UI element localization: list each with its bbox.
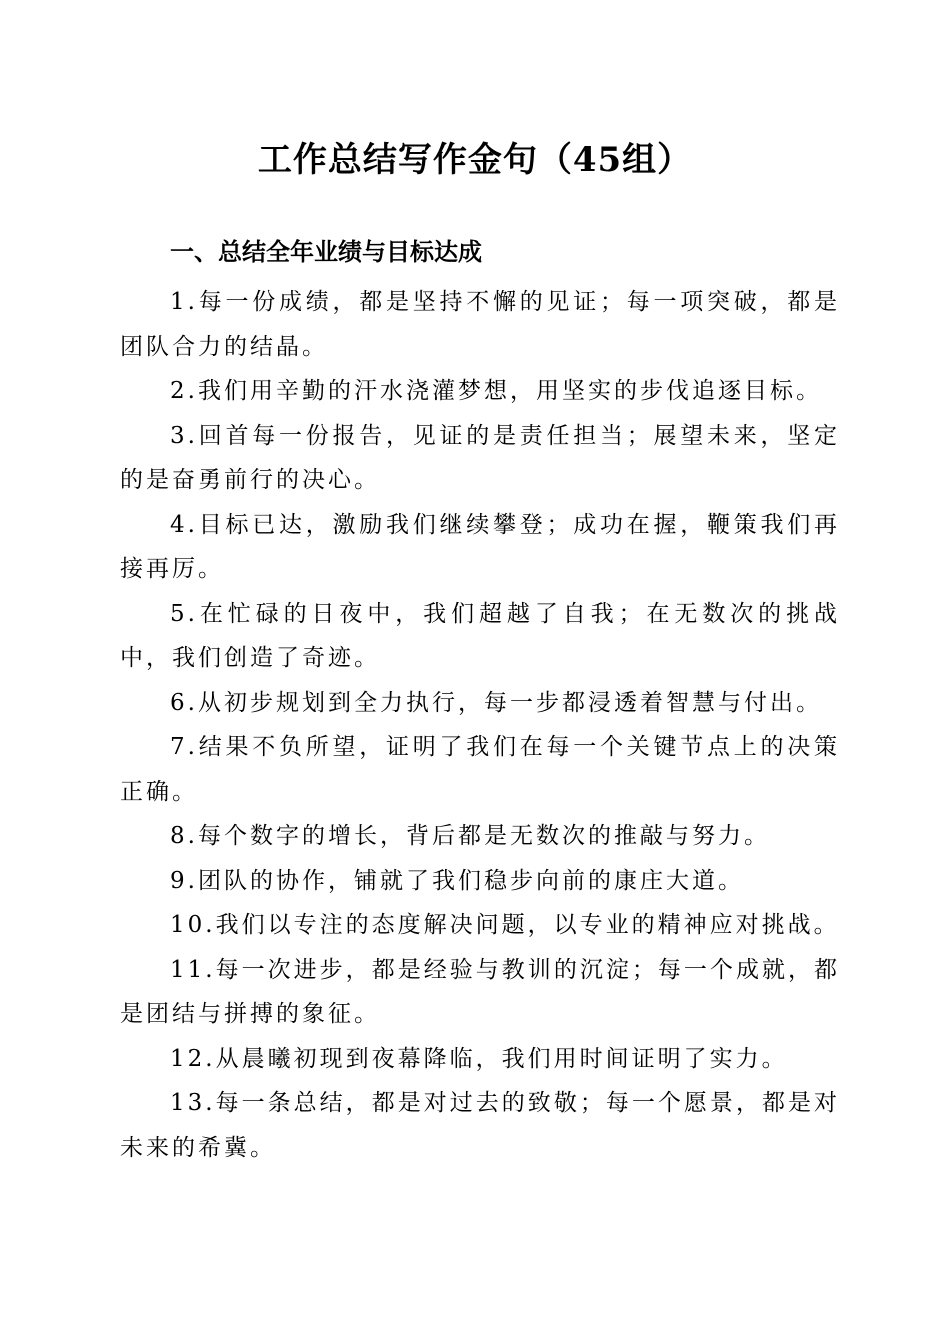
document-title: 工作总结写作金句（45组） — [257, 140, 693, 180]
section-heading: 一、总结全年业绩与目标达成 — [170, 238, 482, 266]
list-item: 4.目标已达，激励我们继续攀登；成功在握，鞭策我们再接再厉。 — [120, 511, 840, 582]
list-item: 8.每个数字的增长，背后都是无数次的推敲与努力。 — [170, 823, 770, 849]
list-item: 7.结果不负所望，证明了我们在每一个关键节点上的决策正确。 — [120, 734, 840, 805]
list-item: 11.每一次进步，都是经验与教训的沉淀；每一个成就，都是团结与拼搏的象征。 — [120, 956, 840, 1027]
list-item: 2.我们用辛勤的汗水浇灌梦想，用坚实的步伐追逐目标。 — [170, 378, 822, 404]
list-item: 5.在忙碌的日夜中，我们超越了自我；在无数次的挑战中，我们创造了奇迹。 — [120, 600, 840, 671]
list-item: 6.从初步规划到全力执行，每一步都浸透着智慧与付出。 — [170, 689, 822, 716]
list-item: 3.回首每一份报告，见证的是责任担当；展望未来，坚定的是奋勇前行的决心。 — [120, 422, 840, 493]
list-item: 10.我们以专注的态度解决问题，以专业的精神应对挑战。 — [170, 912, 840, 938]
section-items — [120, 280, 840, 1170]
list-item: 9.团队的协作，铺就了我们稳步向前的康庄大道。 — [170, 867, 744, 894]
list-item: 13.每一条总结，都是对过去的致敬；每一个愿景，都是对未来的希冀。 — [120, 1090, 840, 1161]
list-item: 12.从晨曦初现到夜幕降临，我们用时间证明了实力。 — [170, 1045, 788, 1072]
list-item: 1.每一份成绩，都是坚持不懈的见证；每一项突破，都是团队合力的结晶。 — [120, 289, 840, 360]
